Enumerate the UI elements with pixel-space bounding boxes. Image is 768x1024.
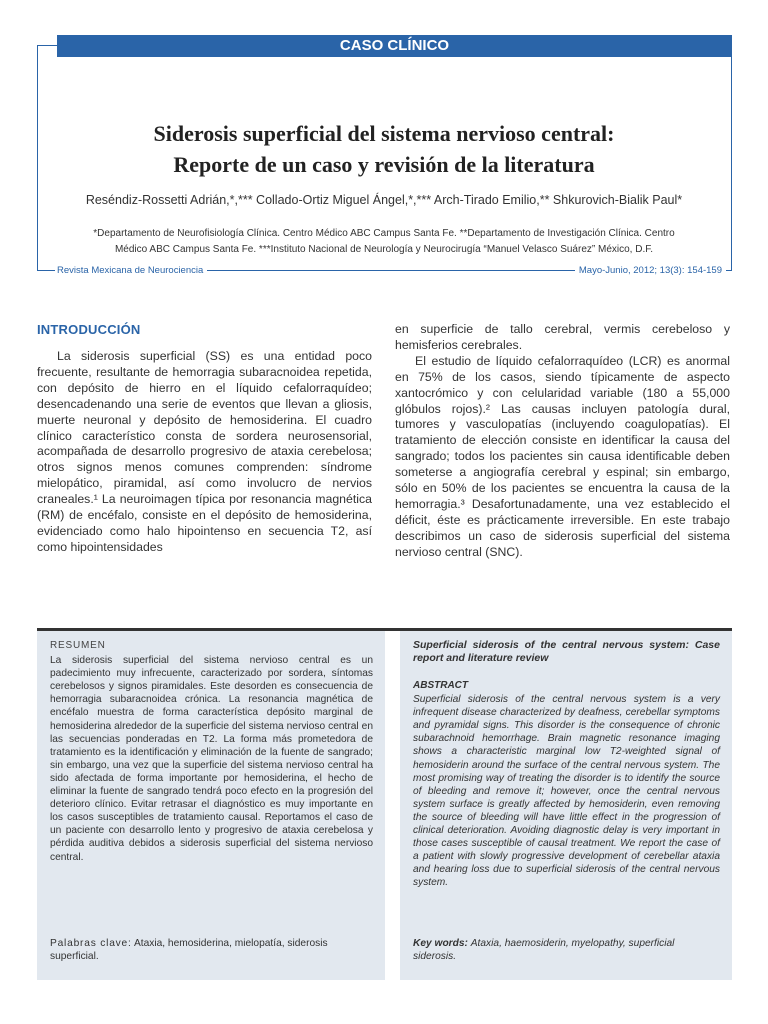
resumen-heading: RESUMEN	[50, 640, 106, 651]
abstract-heading: ABSTRACT	[413, 680, 468, 691]
abstract-box	[400, 631, 732, 980]
journal-issue: Mayo-Junio, 2012; 13(3): 154-159	[575, 265, 726, 276]
key-words-label: Key words:	[413, 938, 468, 949]
journal-name: Revista Mexicana de Neurociencia	[55, 265, 207, 276]
keywords-text: Ataxia, hemosiderina, mielopatía, siderosis superficial.	[50, 938, 328, 962]
author-list: Reséndiz-Rossetti Adrián,*,*** Collado-Ortiz Miguel Ángel,*,*** Arch-Tirado Emilio,** Shkurovich-Bialik Paul*	[85, 193, 683, 207]
abstract-text: Superficial siderosis of the central nervous system is a very infrequent disease characterized by deafness, cerebellar symptoms and pyramidal signs. This disorder is the consequence of chronic subarachnoid hemorrhage. Brain magnetic resonance imaging shows a characteristic marginal low T2-weighted signal of hemosiderin around the surface of the central nervous system. The most promising way of treating the disorder is to identify the source of bleeding and remove it; however, once the central nervous system surface is greatly affected by hemosiderin, even removing the source of bleeding will have little effect in the progression of clinical deterioration. Avoiding diagnostic delay is very important in those cases susceptible of causal treatment. We report the case of a patient with slowly progressive development of cerebellar ataxia and hearing loss due to superficial siderosis of the central nervous system.	[413, 694, 720, 889]
title-line-2: Reporte de un caso y revisión de la literatura	[173, 152, 595, 177]
abstract-english-title: Superficial siderosis of the central nervous system: Case report and literature review	[413, 639, 720, 664]
affiliation-line-2: Médico ABC Campus Santa Fe. ***Instituto Nacional de Neurología y Neurocirugía “Manuel Velasco Suárez” México, D.F.	[114, 244, 654, 255]
resumen-box	[37, 631, 385, 980]
intro-paragraph-1: La siderosis superficial (SS) es una entidad poco frecuente, resultante de hemorragia subaracnoidea repetida, con depósito de hierro en el líquido cefalorraquídeo; desencadenando una serie de eventos que llevan a gliosis, muerte neuronal y depósito de hemosiderina. El cuadro clínico característico consta de sordera neurosensorial, acompañada de desarrollo progresivo de ataxia cerebelosa; otros signos menos comunes comprenden: síndrome mielopático, piramidal, así como involucro de nervios craneales.¹ La neuroimagen típica por resonancia magnética (RM) de encéfalo, consiste en el depósito de hemosiderina, evidenciado como halo hipointenso en secuencia T2, así como hipointensidades	[37, 349, 372, 554]
resumen-text: La siderosis superficial del sistema nervioso central es un padecimiento muy infrecuente, caracterizado por sordera, síntomas cerebelosos y signos piramidales. Este desorden es consecuencia de hemorragia subaracnoidea crónica. La resonancia magnética de encéfalo muestra de forma característica depósito marginal de hemosiderina alrededor de la superficie del sistema nervioso central en las secuencias ponderadas en T2. La forma más prometedora de tratamiento es la identificación y eliminación de la fuente de sangrado; sin embargo, una vez que la superficie del sistema nervioso central ha sido afectada de forma importante por hemosiderina, el hecho de eliminar la fuente de sangrado tendrá poco efecto en la progresión del deterioro clínico. Evitar retrasar el diagnóstico es muy importante en los casos susceptibles de tratamiento causal. Reportamos el caso de un paciente con desarrollo lento y progresivo de ataxia cerebelosa y pérdida auditiva debidos a siderosis superficial del sistema nervioso central.	[50, 655, 373, 863]
keywords-label: Palabras clave:	[50, 938, 132, 949]
header-frame-left-rule	[37, 45, 38, 270]
section-banner: CASO CLÍNICO	[57, 35, 732, 57]
header-frame-top-rule	[37, 45, 57, 46]
header-frame-right-rule	[731, 57, 732, 270]
abstract-keywords	[413, 937, 720, 963]
affiliations	[55, 226, 713, 258]
body-column-right	[395, 322, 730, 561]
intro-paragraph-2: El estudio de líquido cefalorraquídeo (LCR) es anormal en 75% de los casos, siendo típicamente de aspecto xantocrómico y con celularidad variable (180 a 55,000 glóbulos rojos).² Las causas incluyen patología dural, tumores y vasculopatías (incluyendo coagulopatías). El tratamiento de elección consiste en identificar la causa del sangrado; todos los pacientes sin causa identificable deben someterse a angiografía cerebral y espinal; sin embargo, sólo en 50% de los pacientes se encuentra la causa de la hemorragia.³ Desafortunadamente, una vez establecido el déficit, éste es prácticamente irreversible. En este trabajo describimos un caso de siderosis superficial del sistema nervioso central (SNC).	[395, 353, 730, 559]
title-line-1: Siderosis superficial del sistema nervioso central:	[153, 121, 615, 146]
intro-paragraph-1-continued: en superficie de tallo cerebral, vermis cerebeloso y hemisferios cerebrales.	[395, 322, 730, 352]
key-words-text: Ataxia, haemosiderin, myelopathy, superficial siderosis.	[413, 938, 675, 962]
resumen-content	[50, 639, 373, 864]
section-heading-introduccion: INTRODUCCIÓN	[37, 322, 141, 337]
body-column-left	[37, 322, 372, 556]
article-title	[60, 118, 708, 180]
abstract-content	[413, 639, 720, 890]
affiliation-line-1: *Departamento de Neurofisiología Clínica. Centro Médico ABC Campus Santa Fe. **Departamento de Investigación Clínica. Centro	[93, 228, 675, 239]
resumen-keywords	[50, 937, 373, 963]
